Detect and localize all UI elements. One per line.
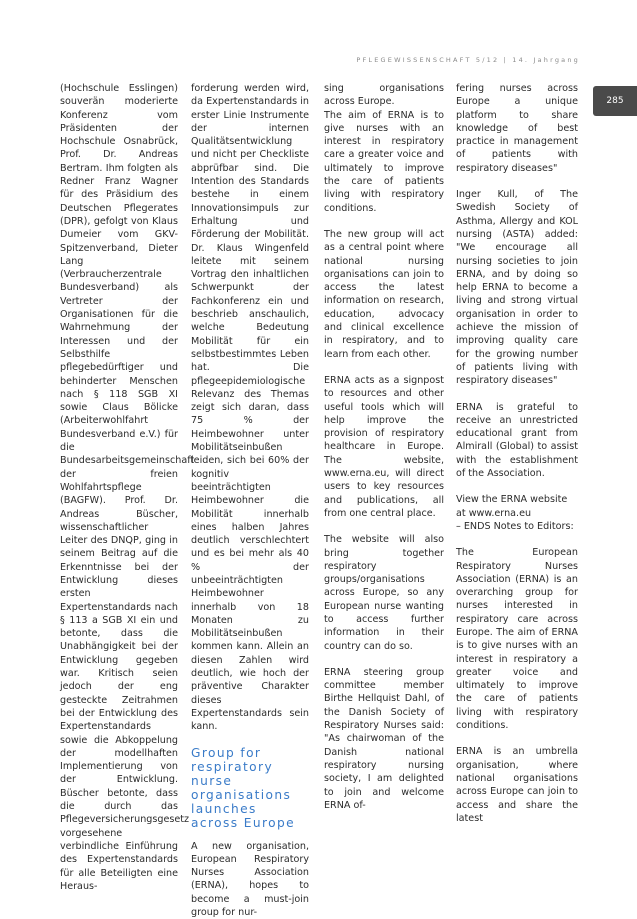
column-1-text: (Hochschule Esslingen) souverän moderierte Konferenz vom Präsidenten der Hochschule Osnabrück, Prof. Dr. Andreas Bertram. Ihm folgten als Redner Franz Wagner für des Präsidium des Deutschen Pflegerates (DPR), gefolgt von Klaus Dumeier vom GKV-Spitzenverband, Dieter Lang (Verbraucherzentrale Bundesverband) als Vertreter der Organisationen für die Wahrnehmung der Interessen und der Selbsthilfe pflegebedürftiger und behinderter Menschen nach § 118 SGB XI sowie Claus Bölicke (Arbeiterwohlfahrt Bundesverband e.V.) für die Bundesarbeitsgemeinschaft der freien Wohlfahrtspflege (BAGFW). Prof. Dr. Andreas Büscher, wissenschaftlicher Leiter des DNQP, ging in seinem Beitrag auf die Erkenntnisse bei der Entwicklung dieses ersten Expertenstandards nach § 113 a SGB XI ein und betonte, dass die Unabhängigkeit bei der Entwicklung gegeben war. Kritisch seien jedoch der eng gesteckte Zeitrahmen bei der Entwicklung des Expertenstandards sowie die Abkoppelung der modellhaften Implementierung von der Entwicklung. Büscher betonte, dass die durch das Pflegeversicherungsgesetz vorgesehene verbindliche Einführung des Expertenstandards für alle Beteiligten eine Heraus- [60, 83, 195, 892]
col4-para-4: View the ERNA website at www.erna.eu [456, 494, 568, 519]
running-header: PFLEGEWISSENSCHAFT 5/12 | 14. Jahrgang [356, 56, 580, 64]
col4-para-3: ERNA is grateful to receive an unrestricted educational grant from Almirall (Global) to assist with the establishment of the Association. [456, 401, 578, 480]
column-4 [456, 82, 578, 825]
col3-para-4: ERNA acts as a signpost to resources and other useful tools which will help improve the provision of respiratory healthcare in Europe. The website, www.erna.eu, will direct users to key resources and publications, all from one central place. [324, 374, 444, 519]
column-2 [191, 82, 309, 919]
col4-para-5: – ENDS Notes to Editors: [456, 520, 574, 532]
col3-para-2: The aim of ERNA is to give nurses with an interest in respiratory care a greater voice and ultimately to improve the care of patients living with respiratory conditions. [324, 109, 444, 214]
col4-para-6: The European Respiratory Nurses Association (ERNA) is an overarching group for nurses interested in respiratory care across Europe. The aim of ERNA is to give nurses with an interest in respiratory a greater voice and ultimately to improve the care of patients living with respiratory conditions. [456, 547, 578, 732]
column-3 [324, 82, 444, 812]
col4-para-7: ERNA is an umbrella organisation, where national organisations across Europe can join to access and share the latest [456, 746, 578, 824]
col4-para-1: fering nurses across Europe a unique platform to share knowledge of best practice in management of patients with respiratory diseases" [456, 83, 578, 174]
column-2-text-after: A new organisation, European Respiratory Nurses Association (ERNA), hopes to become a must-join group for nur- [191, 840, 309, 919]
page-number-tab [593, 86, 637, 116]
column-1 [60, 82, 195, 893]
col4-para-2: Inger Kull, of The Swedish Society of Asthma, Allergy and KOL nursing (ASTA) added: "We encourage all nursing societies to join ERNA, and by doing so help ERNA to become a living and strong virtual organisation in order to achieve the mission of improving quality care for the growing number of patients living with respiratory diseases" [456, 189, 578, 387]
col3-para-1: sing organisations across Europe. [324, 83, 444, 108]
col3-para-6: ERNA steering group committee member Birthe Hellquist Dahl, of the Danish Society of Respiratory Nurses said: "As chairwoman of the Danish national respiratory nursing society, I am delighted to join and welcome ERNA of- [324, 666, 444, 811]
col3-para-3: The new group will act as a central point where national nursing organisations can join to access the latest information on research, education, advocacy and clinical excellence in respiratory, and to learn from each other. [324, 228, 444, 360]
column-2-text: forderung werden wird, da Expertenstandards in erster Linie Instrumente der internen Qualitätsentwicklung und nicht per Checkliste abprüfbar sind. Die Intention des Standards bestehe in einem Innovationsimpuls zur Erhaltung und Förderung der Mobilität. Dr. Klaus Wingenfeld leitete mit seinem Vortrag den inhaltlichen Schwerpunkt der Fachkonferenz ein und beschrieb anschaulich, welche Bedeutung Mobilität für ein selbstbestimmtes Leben hat. Die pflegeepidemiologische Relevanz des Themas zeigt sich daran, dass 75 % der Heimbewohner unter Mobilitätseinbußen leiden, sich bei 60% der kognitiv beeinträchtigten Heimbewohner die Mobilität innerhalb eines halben Jahres deutlich verschlechtert und es bei mehr als 40 % der unbeeinträchtigten Heimbewohner innerhalb von 18 Monaten zu Mobilitätseinbußen kommen kann. Allein an diesen Zahlen wird deutlich, wie hoch der präventive Charakter dieses Expertenstandards sein kann. [191, 83, 309, 733]
page-number: 285 [606, 96, 624, 106]
article-heading: Group for respiratory nurse organisations launches across Europe [191, 745, 295, 830]
col3-para-5: The website will also bring together respiratory groups/organisations across Europe, so any European nurse wanting to access further information in their country can do so. [324, 534, 444, 652]
